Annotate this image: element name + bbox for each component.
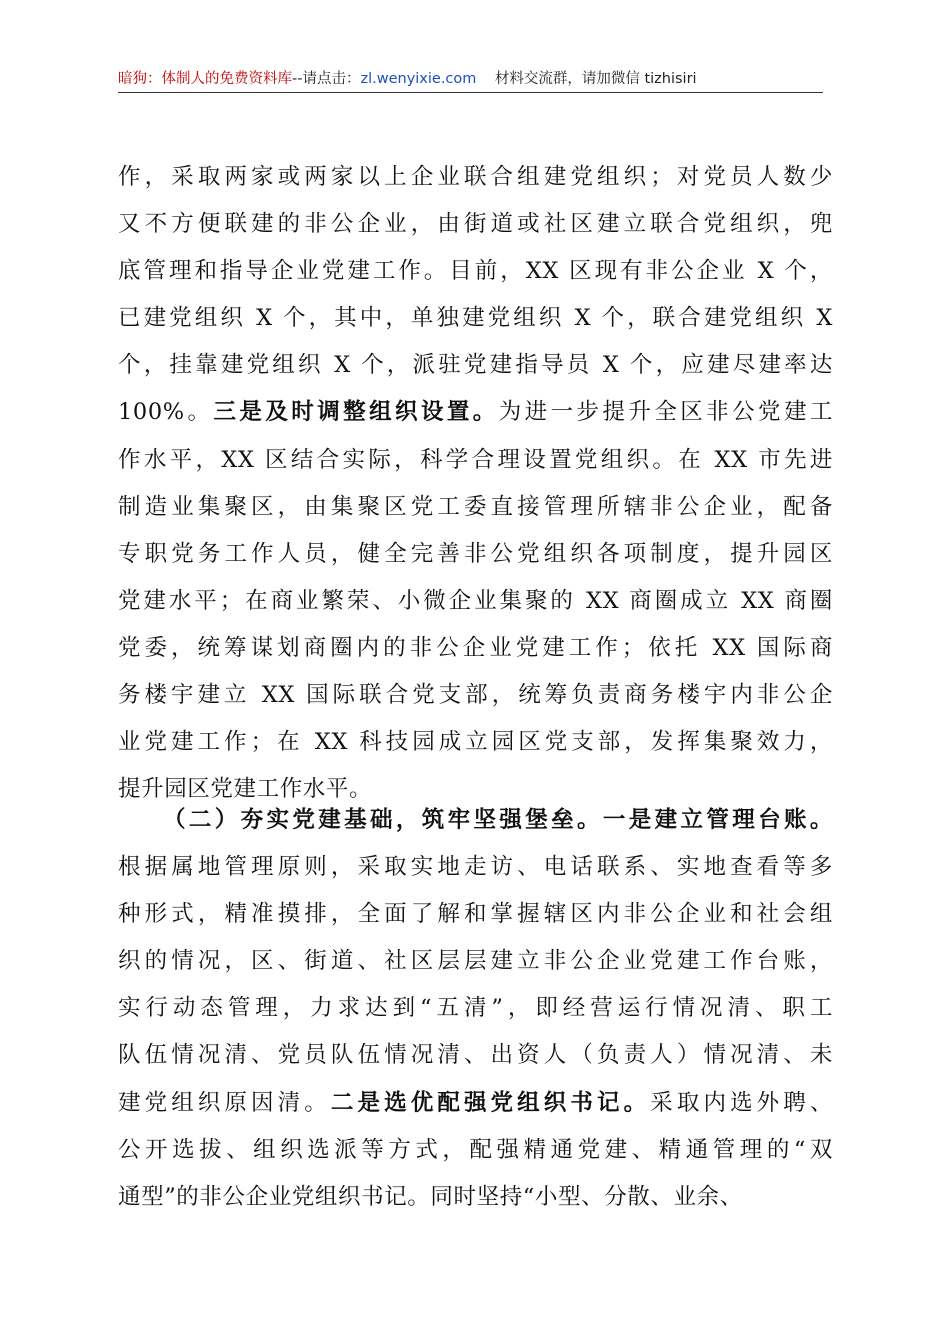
header-brand: 暗狗：体制人的免费资料库	[118, 71, 292, 87]
text-line	[118, 1174, 833, 1221]
header-url-link[interactable]: zl.wenyixie.com	[360, 71, 477, 87]
text-segment: 党建水平；在商业繁荣、小微企业集聚的 XX 商圈成立 XX 商圈	[118, 587, 833, 614]
text-line	[118, 719, 833, 766]
text-line	[118, 844, 833, 891]
header-wechat-group: 材料交流群，请加微信 tizhisiri	[494, 71, 697, 87]
text-line	[118, 342, 833, 389]
body-paragraph-2	[118, 797, 833, 1221]
text-segment: 又不方便联建的非公企业，由街道或社区建立联合党组织，兜	[118, 211, 833, 238]
text-segment: 建党组织原因清。	[118, 1089, 331, 1116]
text-line	[118, 891, 833, 938]
text-line	[118, 797, 833, 844]
text-line	[118, 985, 833, 1032]
text-segment: 务楼宇建立 XX 国际联合党支部，统筹负责商务楼宇内非公企	[118, 682, 833, 709]
text-line	[118, 154, 833, 201]
text-segment: 实行动态管理，力求达到“五清”，即经营运行情况清、职工	[118, 995, 833, 1022]
text-segment: 采取内选外聘、	[650, 1089, 833, 1116]
text-line	[118, 1032, 833, 1079]
text-segment: 根据属地管理原则，采取实地走访、电话联系、实地查看等多	[118, 854, 833, 881]
text-line	[118, 625, 833, 672]
text-segment: 制造业集聚区，由集聚区党工委直接管理所辖非公企业，配备	[118, 493, 833, 520]
text-line	[118, 938, 833, 985]
page-header	[118, 66, 823, 92]
text-segment: 种形式，精准摸排，全面了解和掌握辖区内非公企业和社会组	[118, 901, 833, 928]
text-line	[118, 578, 833, 625]
text-line	[118, 1127, 833, 1174]
text-line	[118, 484, 833, 531]
text-segment: 底管理和指导企业党建工作。目前，XX 区现有非公企业 X 个，	[118, 258, 833, 285]
text-line	[118, 295, 833, 342]
text-segment: 个，挂靠建党组织 X 个，派驻党建指导员 X 个，应建尽建率达	[118, 352, 833, 379]
text-segment: 通型”的非公企业党组织书记。同时坚持“小型、分散、业余、	[118, 1183, 743, 1210]
text-segment: 织的情况，区、街道、社区层层建立非公企业党建工作台账，	[118, 948, 833, 975]
bold-text-segment: 三是及时调整组织设置。	[213, 399, 499, 426]
text-line	[118, 437, 833, 484]
text-segment: 提升园区党建工作水平。	[118, 776, 373, 803]
text-segment: 作水平，XX 区结合实际，科学合理设置党组织。在 XX 市先进	[118, 446, 833, 473]
text-segment: 队伍情况清、党员队伍情况清、出资人（负责人）情况清、未	[118, 1042, 833, 1069]
text-line	[118, 248, 833, 295]
text-segment: 专职党务工作人员，健全完善非公党组织各项制度，提升园区	[118, 540, 833, 567]
text-line	[118, 201, 833, 248]
header-prompt: --请点击：	[292, 71, 361, 87]
text-line	[118, 531, 833, 578]
text-segment: 作，采取两家或两家以上企业联合组建党组织；对党员人数少	[118, 164, 833, 190]
header-divider	[118, 92, 823, 93]
text-segment: 业党建工作；在 XX 科技园成立园区党支部，发挥集聚效力，	[118, 729, 833, 756]
text-line	[118, 1080, 833, 1127]
text-segment: 已建党组织 X 个，其中，单独建党组织 X 个，联合建党组织 X	[118, 305, 833, 332]
text-segment: 100%。	[118, 399, 214, 426]
bold-text-segment: （二）夯实党建基础，筑牢坚强堡垒。一是建立管理台账。	[163, 807, 833, 833]
text-line	[118, 672, 833, 719]
bold-text-segment: 二是选优配强党组织书记。	[330, 1089, 651, 1116]
text-segment: 公开选拔、组织选派等方式，配强精通党建、精通管理的“双	[118, 1136, 833, 1163]
text-line	[118, 389, 833, 436]
text-segment: 党委，统筹谋划商圈内的非公企业党建工作；依托 XX 国际商	[118, 634, 833, 661]
text-segment: 为进一步提升全区非公党建工	[498, 399, 833, 426]
body-paragraph-1	[118, 154, 833, 813]
